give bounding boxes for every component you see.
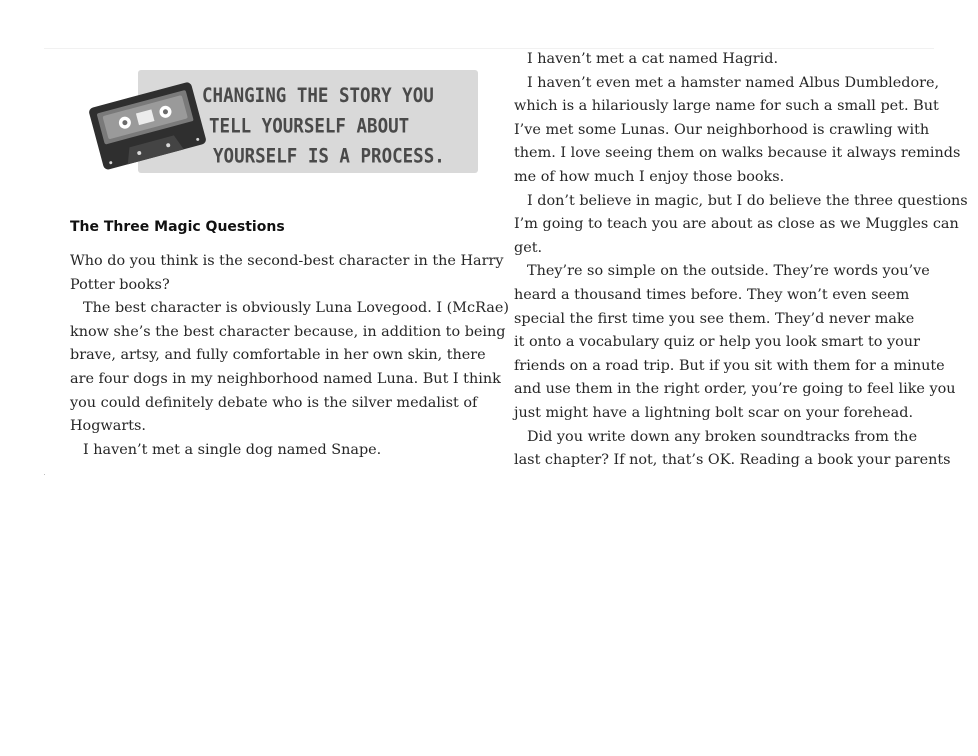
page-speck bbox=[44, 474, 45, 475]
text-line: get. bbox=[514, 239, 543, 256]
text-line: last chapter? If not, that’s OK. Reading a book your parents bbox=[514, 452, 951, 469]
text-line: it onto a vocabulary quiz or help you look smart to your bbox=[514, 334, 920, 351]
section-heading: The Three Magic Questions bbox=[70, 219, 285, 235]
text-line: I’ve met some Lunas. Our neighborhood is crawling with bbox=[514, 121, 930, 138]
cassette-tape-icon bbox=[88, 78, 206, 170]
text-line: Potter books? bbox=[70, 276, 170, 293]
text-line: friends on a road trip. But if you sit with them for a minute bbox=[514, 357, 945, 374]
text-line: I haven’t met a single dog named Snape. bbox=[83, 441, 382, 458]
text-line: heard a thousand times before. They won’t even seem bbox=[514, 286, 910, 303]
text-line: them. I love seeing them on walks because it always reminds bbox=[514, 145, 961, 162]
text-line: Did you write down any broken soundtracks from the bbox=[527, 428, 918, 445]
text-line: Hogwarts. bbox=[70, 418, 146, 435]
text-line: which is a hilariously large name for such a small pet. But bbox=[514, 98, 939, 115]
callout-box bbox=[88, 70, 480, 176]
text-line: and use them in the right order, you’re going to feel like you bbox=[514, 381, 956, 398]
callout-text bbox=[202, 82, 472, 173]
left-text-column bbox=[70, 250, 509, 462]
text-line: I don’t believe in magic, but I do believe the three questions bbox=[527, 192, 968, 209]
callout-line: CHANGING THE STORY YOU bbox=[202, 85, 434, 108]
text-line: I haven’t met a cat named Hagrid. bbox=[527, 51, 779, 67]
text-line: I haven’t even met a hamster named Albus Dumbledore, bbox=[527, 74, 940, 91]
text-line: The best character is obviously Luna Lovegood. I (McRae) bbox=[83, 300, 509, 317]
text-line: special the first time you see them. They’d never make bbox=[514, 310, 915, 327]
text-line: are four dogs in my neighborhood named Luna. But I think bbox=[70, 370, 501, 387]
right-text-column bbox=[514, 48, 968, 473]
text-line: Who do you think is the second-best character in the Harry bbox=[70, 253, 504, 269]
text-line: you could definitely debate who is the silver medalist of bbox=[70, 394, 478, 411]
text-line: me of how much I enjoy those books. bbox=[514, 168, 785, 185]
callout-line: TELL YOURSELF ABOUT bbox=[209, 115, 410, 138]
text-line: know she’s the best character because, in addition to being bbox=[70, 323, 506, 340]
text-line: just might have a lightning bolt scar on your forehead. bbox=[514, 404, 914, 421]
text-line: brave, artsy, and fully comfortable in her own skin, there bbox=[70, 347, 486, 364]
callout-line: YOURSELF IS A PROCESS. bbox=[213, 145, 445, 169]
text-line: I’m going to teach you are about as close as we Muggles can bbox=[514, 216, 959, 233]
text-line: They’re so simple on the outside. They’re words you’ve bbox=[527, 263, 930, 280]
